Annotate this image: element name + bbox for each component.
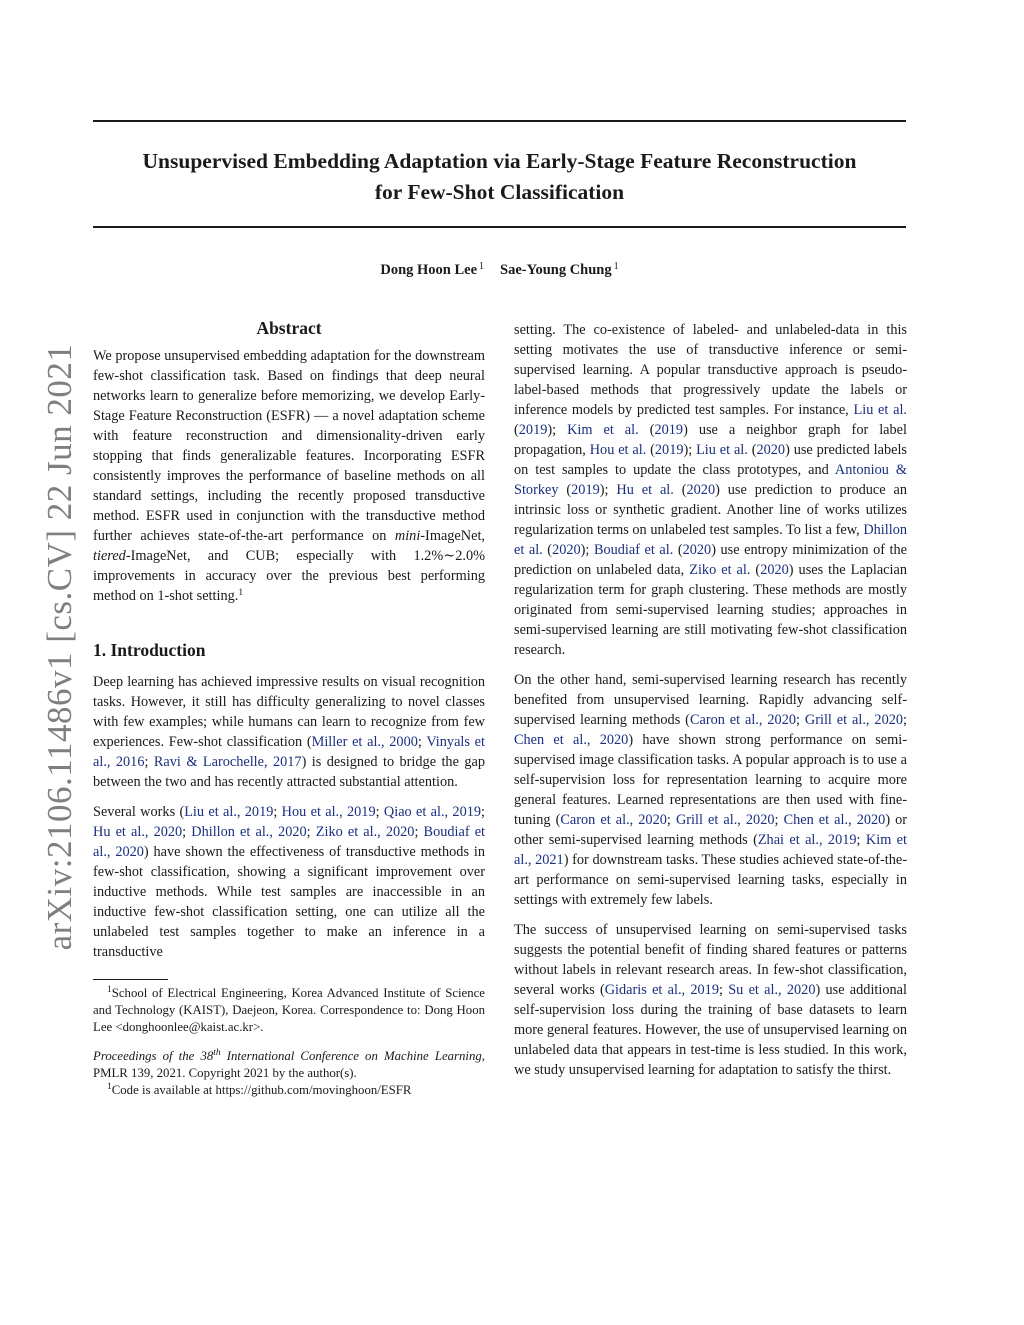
citation-link[interactable]: Hu et al.: [616, 482, 674, 498]
citation-link[interactable]: Hu et al., 2020: [93, 824, 183, 840]
citation-link[interactable]: Grill et al., 2020: [804, 712, 904, 728]
citation-link[interactable]: Hou et al., 2019: [281, 804, 376, 820]
intro-paragraph: Several works (Liu et al., 2019; Hou et al., 2019; Qiao et al., 2019; Hu et al., 2020; Dhillon et al., 2020; Ziko et al., 2020; Boudiaf et al., 2020) have shown the effectiveness of transductive methods in few-shot classification, showing a significant improvement over inductive methods. While test samples are inaccessible in an inductive few-shot classification setting, one can utilize all the unlabeled test samples together to make an inference in a transductive: [93, 804, 486, 960]
citation-link[interactable]: Zhai et al., 2019: [757, 832, 857, 848]
citation-link[interactable]: Su et al., 2020: [728, 982, 816, 998]
citation-link[interactable]: Qiao et al., 2019: [383, 804, 482, 820]
body-paragraph: setting. The co-existence of labeled- and unlabeled-data in this setting motivates the use of transductive inference or semi-supervised learning. A popular transductive approach is pseudo-label-based methods that progressively update the labels or inference models by predicted test samples. For instance, Liu et al. (2019); Kim et al. (2019) use a neighbor graph for label propagation, Hou et al. (2019); Liu et al. (2020) use predicted labels on test samples to update the class prototypes, and Antoniou & Storkey (2019); Hu et al. (2020) use prediction to produce an intrinsic loss or synthetic gradient. Another line of works utilizes regularization terms on unlabeled test samples. To list a few, Dhillon et al. (2020); Boudiaf et al. (2020) use entropy minimization of the prediction on unlabeled data, Ziko et al. (2020) uses the Laplacian regularization term for graph clustering. These methods are mostly originated from semi-supervised learning studies; approaches in semi-supervised learning are still motivating few-shot classification research.: [514, 322, 908, 658]
footnote-mark: 1: [238, 588, 244, 598]
citation-link[interactable]: Miller et al., 2000: [311, 734, 418, 750]
title-line-2: for Few-Shot Classification: [374, 180, 625, 204]
citation-year-link[interactable]: 2020: [552, 542, 581, 558]
citation-link[interactable]: Liu et al.: [696, 442, 748, 458]
citation-link[interactable]: Ziko et al., 2020: [315, 824, 415, 840]
citation-link[interactable]: Hou et al.: [589, 442, 647, 458]
right-column: [514, 320, 907, 1080]
author-name: Dong Hoon Lee: [380, 262, 478, 278]
title-bottom-rule: [93, 226, 906, 228]
citation-year-link[interactable]: 2020: [756, 442, 786, 458]
citation-link[interactable]: Caron et al., 2020: [560, 812, 667, 828]
author-affiliation-mark: 1: [479, 261, 485, 272]
citation-link[interactable]: Kim et al.: [567, 422, 639, 438]
citation-link[interactable]: Kim et al., 2021: [514, 832, 907, 868]
citation-link[interactable]: Liu et al.: [853, 402, 907, 418]
affiliation-footnote: $^1$School of Electrical Engineering, Korea Advanced Institute of Science and Technology (KAIST), Daejeon, Korea. Correspondence to: Dong Hoon Lee <donghoonlee@kaist.ac.kr>.: [93, 985, 485, 1034]
author-affiliation-mark: 1: [613, 261, 619, 272]
citation-link[interactable]: Gidaris et al., 2019: [604, 982, 719, 998]
citation-year-link[interactable]: 2019: [654, 422, 684, 438]
citation-link[interactable]: Ziko et al.: [689, 562, 751, 578]
citation-link[interactable]: Boudiaf et al.: [593, 542, 674, 558]
citation-link[interactable]: Ravi & Larochelle, 2017: [153, 754, 302, 770]
citation-year-link[interactable]: 2020: [682, 542, 712, 558]
citation-link[interactable]: Caron et al., 2020: [689, 712, 796, 728]
citation-year-link[interactable]: 2019: [518, 422, 548, 438]
introduction-heading: 1. Introduction: [93, 640, 206, 660]
body-paragraph: On the other hand, semi-supervised learning research has recently benefited from unsupervised learning. Rapidly advancing self-supervised learning methods (Caron et al., 2020; Grill et al., 2020; Chen et al., 2020) have shown strong performance on semi-supervised image classification tasks. A popular approach is to use a self-supervision loss for representation learning to acquire more general features. Learned representations are then used with fine-tuning (Caron et al., 2020; Grill et al., 2020; Chen et al., 2020) or other semi-supervised learning methods (Zhai et al., 2019; Kim et al., 2021) for downstream tasks. These studies achieved state-of-the-art performance on semi-supervised learning tasks, especially in settings with extremely few labels.: [514, 672, 908, 908]
author-name: Sae-Young Chung: [500, 262, 612, 278]
citation-year-link[interactable]: 2020: [760, 562, 789, 578]
footnotes: [93, 985, 485, 1099]
citation-link[interactable]: Vinyals et al., 2016: [93, 734, 485, 770]
citation-link[interactable]: Chen et al., 2020: [783, 812, 886, 828]
abstract-heading: Abstract: [256, 318, 322, 338]
paper-title: [93, 146, 906, 208]
citation-link[interactable]: Antoniou & Storkey: [514, 462, 907, 498]
body-paragraph: The success of unsupervised learning on semi-supervised tasks suggests the potential benefit of finding shared features or patterns without labels in relevant research areas. In few-shot classification, several works (Gidaris et al., 2019; Su et al., 2020) use additional self-supervision loss during the training of base datasets to learn more general features. However, the use of unsupervised learning on unlabeled data that appears in test-time is less studied. In this work, we study unsupervised learning for adaptation to satisfy the thirst.: [514, 922, 907, 1078]
citation-year-link[interactable]: 2020: [686, 482, 716, 498]
left-column: [93, 316, 485, 1099]
citation-link[interactable]: Chen et al., 2020: [514, 732, 629, 748]
citation-year-link[interactable]: 2019: [571, 482, 600, 498]
citation-link[interactable]: Boudiaf et al., 2020: [93, 824, 486, 860]
citation-year-link[interactable]: 2019: [654, 442, 684, 458]
citation-link[interactable]: Grill et al., 2020: [675, 812, 775, 828]
footnote-divider: [93, 979, 168, 980]
proceedings-note: Proceedings of the 38th International Conference on Machine Learning, PMLR 139, 2021. Copyright 2021 by the author(s).: [93, 1048, 485, 1080]
author-list: [93, 262, 906, 279]
title-top-rule: [93, 120, 906, 122]
title-line-1: Unsupervised Embedding Adaptation via Early-Stage Feature Reconstruction: [142, 149, 857, 173]
citation-link[interactable]: Liu et al., 2019: [184, 804, 274, 820]
citation-link[interactable]: Dhillon et al., 2020: [191, 824, 307, 840]
arxiv-identifier-stamp: arXiv:2106.11486v1 [cs.CV] 22 Jun 2021: [40, 343, 79, 951]
abstract-body: We propose unsupervised embedding adaptation for the downstream few-shot classification task. Based on findings that deep neural networks learn to generalize before memorizing, we develop Early-Stage Feature Reconstruction (ESFR) — a novel adaptation scheme with feature reconstruction and dimensionality-driven early stopping that finds generalizable features. Incorporating ESFR consistently improves the performance of baseline methods on all standard settings, including the recently proposed transductive method. ESFR used in conjunction with the transductive method further achieves state-of-the-art performance on mini-ImageNet, tiered-ImageNet, and CUB; especially with 1.2%∼2.0% improvements in accuracy over the previous best performing method on 1-shot setting.$^1$: [93, 348, 485, 604]
intro-paragraph: Deep learning has achieved impressive results on visual recognition tasks. However, it still has difficulty generalizing to novel classes with few examples; while humans can learn to recognize from few experiences. Few-shot classification (Miller et al., 2000; Vinyals et al., 2016; Ravi & Larochelle, 2017) is designed to bridge the gap between the two and has recently attracted substantial attention.: [93, 674, 485, 790]
code-availability-footnote: $^1$Code is available at https://github.com/movinghoon/ESFR: [107, 1082, 412, 1097]
citation-link[interactable]: Dhillon et al.: [514, 522, 907, 558]
